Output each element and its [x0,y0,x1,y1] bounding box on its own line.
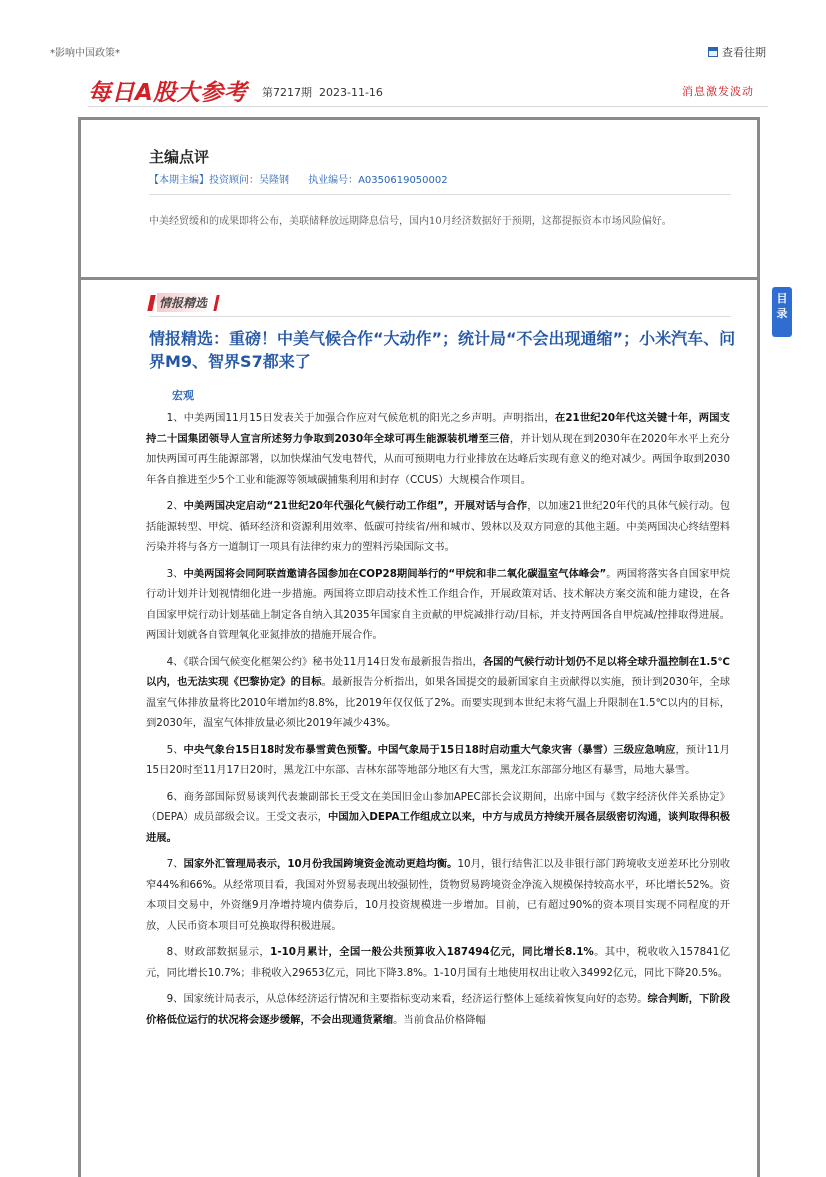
issue-info [262,84,383,100]
article-body [146,408,730,1036]
calendar-icon [708,47,718,57]
divider [149,316,731,317]
history-link[interactable] [708,44,766,60]
divider [149,194,731,195]
paragraph: 8、财政部数据显示，1-10月累计，全国一般公共预算收入187494亿元，同比增长8.1%。其中，税收收入157841亿元，同比增长10.7%；非税收入29653亿元，同比下降3.8%。1-10月国有土地使用权出让收入34992亿元，同比下降20.5%。 [146,946,731,979]
editor-comment-box [78,117,760,280]
paragraph: 4、《联合国气候变化框架公约》秘书处11月14日发布最新报告指出，各国的气候行动计划仍不足以将全球升温控制在1.5℃以内，也无法实现《巴黎协定》的目标。最新报告分析指出，如果各国提交的最新国家自主贡献得以实施，预计到2030年，全球温室气体排放量将比2010年增加约8.8%，比2019年仅仅低了2%。而要实现到本世纪末将气温上升限制在1.5℃以内的目标，到2030年，温室气体排放量必须比2019年减少43%。 [146,655,731,729]
issue-number: 第7217期 [262,86,312,99]
paragraph: 1、中美两国11月15日发表关于加强合作应对气候危机的阳光之乡声明。声明指出，在21世纪20年代这关键十年，两国支持二十国集团领导人宣言所述努力争取到2030年全球可再生能源装机增至三倍，并计划从现在到2030年在2020年水平上充分加快两国可再生能源部署，以加快煤油气发电替代，从而可预期电力行业排放在达峰后实现有意义的绝对减少。两国争取到2030年各自推进至少5个工业和能源等领域碳捕集利用和封存（CCUS）大规模合作项目。 [146,412,730,486]
editor-meta: 【本期主编】投资顾问：吴隆钢 执业编号：A0350619050002 [149,175,448,186]
toc-tab-button[interactable] [772,287,792,337]
article-box [78,277,760,1177]
paragraph: 7、国家外汇管理局表示，10月份我国跨境资金流动更趋均衡。10月，银行结售汇以及非银行部门跨境收支逆差环比分别收窄44%和66%。从经常项目看，我国对外贸易表现出较强韧性，货物贸易跨境资金净流入规模保持较高水平，环比增长52%。资本项目交易中，外资继9月净增持境内债券后，10月投资规模进一步增加。目前，已有超过90%的资本项目实现不同程度的开放，人民币资本项目可兑换取得积极进展。 [146,858,730,932]
paragraph: 2、中美两国决定启动“21世纪20年代强化气候行动工作组”，开展对话与合作，以加速21世纪20年代的具体气候行动。包括能源转型、甲烷、循环经济和资源利用效率、低碳可持续省/州和城市、毁林以及双方同意的其他主题。中美两国决心终结塑料污染并将与各方一道制订一项具有法律约束力的塑料污染国际文书。 [146,500,730,553]
masthead-divider [88,106,768,107]
paragraph: 9、国家统计局表示，从总体经济运行情况和主要指标变动来看，经济运行整体上延续着恢复向好的态势。综合判断，下阶段价格低位运行的状况将会逐步缓解，不会出现通货紧缩。当前食品价格降幅 [146,993,730,1026]
paragraph: 6、商务部国际贸易谈判代表兼副部长王受文在美国旧金山参加APEC部长会议期间，出席中国与《数字经济伙伴关系协定》（DEPA）成员部级会议。王受文表示，中国加入DEPA工作组成立以来，中方与成员方持续开展各层级密切沟通，谈判取得积极进展。 [146,790,730,844]
editor-comment: 中美经贸缓和的成果即将公布，美联储释放远期降息信号，国内10月经济数据好于预期，这都提振资本市场风险偏好。 [149,216,672,227]
issue-date: 2023-11-16 [319,86,383,99]
tag-accent-icon [213,295,219,311]
paragraph: 5、中央气象台15日18时发布暴雪黄色预警。中国气象局于15日18时启动重大气象灾害（暴雪）三级应急响应，预计11月15日20时至11月17日20时，黑龙江中东部、吉林东部等地部分地区有大雪，黑龙江东部部分地区有暴雪，局地大暴雪。 [146,743,730,776]
tag-accent-icon [147,295,155,311]
category-label: 宏观 [172,389,194,402]
toc-label-2[interactable]: 录 [776,307,788,320]
article-headline: 情报精选：重磅！中美气候合作“大动作”；统计局“不会出现通缩”；小米汽车、问界M9、智界S7都来了 [149,329,736,371]
editor-title: 主编点评 [149,148,210,166]
section-tag-label: 情报精选 [157,293,213,312]
section-tag [149,293,218,312]
masthead [88,74,768,108]
slogan: 消息激发波动 [682,85,754,98]
logo: 每日A股大参考 [88,80,248,106]
history-link-label[interactable]: 查看往期 [722,46,766,59]
paragraph: 3、中美两国将会同阿联酋邀请各国参加在COP28期间举行的“甲烷和非二氧化碳温室气体峰会”。两国将落实各自国家甲烷行动计划并计划视情细化进一步措施。两国将立即启动技术性工作组合作，开展政策对话、技术解决方案交流和能力建设，在各自国家甲烷行动计划基础上制定各自纳入其2035年国家自主贡献的甲烷减排行动/目标，并支持两国各自甲烷减/控排取得进展。两国计划就各自管理氧化亚氮排放的措施开展合作。 [146,567,730,641]
toc-label-1[interactable]: 目 [776,292,788,305]
top-note: *影响中国政策* [50,48,120,59]
